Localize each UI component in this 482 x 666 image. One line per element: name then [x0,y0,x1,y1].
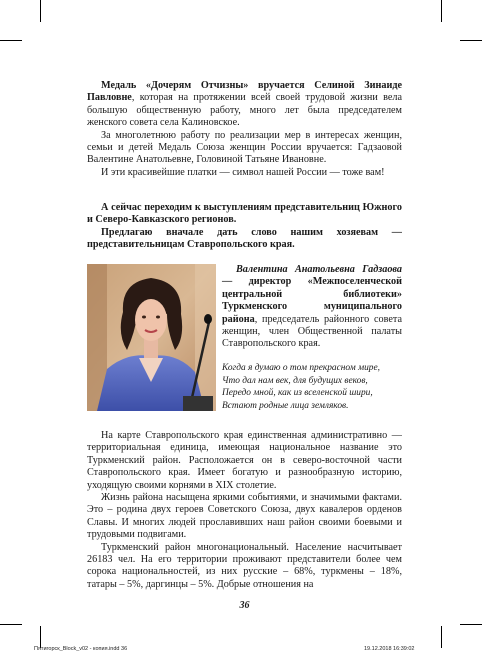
speaker-bio [222,264,402,351]
speaker-title: — директор «Межпоселенческой центральной библиотеки» Туркменского муниципального района [222,276,402,325]
poem-line: Передо мной, как из вселенской шири, [222,388,373,399]
poem-line: Встают родные лица земляков. [222,400,349,411]
crop-mark [0,624,22,625]
crop-mark [460,624,482,625]
medal-text: , которая на протяжении всей своей трудовой жизни вела большую общественную работу, много лет была председателем женского совета села Калиновское. [87,92,402,129]
award-paragraph: За многолетнюю работу по реализации мер в интересах женщин, семьи и детей Медаль Союза женщин России вручается: Гадзаовой Валентине Анатольевне, Головиной Татьяне Ивановне. [87,129,402,166]
intro-section [87,80,402,179]
speaker-positions: , председатель районного совета женщин, член Общественной палаты Ставропольского края. [222,313,402,350]
transition-paragraph: А сейчас переходим к выступлениям представительниц Южного и Северо-Кавказского регионов. [87,202,402,226]
poem-line: Когда я думаю о том прекрасном мире, [222,363,380,373]
events-paragraph: Жизнь района насыщена яркими событиями, и значимыми фактами. Это – родина двух героев Советского Союза, двух кавалеров орденов Славы. И многих людей прославивших наш район своими боевыми и трудовыми подвигами. [87,492,402,541]
crop-mark [441,626,442,648]
scarves-paragraph: И эти красивейшие платки — символ нашей России — тоже вам! [101,166,385,178]
population-paragraph: Туркменский район многонациональный. Население насчитывает 26183 чел. На его территории проживают представители более чем сорока национальностей, из них русские – 68%, туркмены – 18%, татары – 5%, даргинцы – 5%. Добрые отношения на [87,541,402,590]
page-number: 36 [239,600,250,611]
crop-mark [0,40,22,41]
crop-mark [441,0,442,22]
poem-line: Что дал нам век, для будущих веков, [222,375,368,386]
speech-section [87,430,402,591]
transition-section [87,202,402,252]
crop-mark [460,40,482,41]
medal-name: Медаль «Дочерям Отчизны» вручается Селиной Зинаиде Павловне [87,80,402,104]
speaker-name: Валентина Анатольевна Гадзаова [236,264,402,275]
map-paragraph: На карте Ставропольского края единственная административно — территориальная единица, имеющая национальное название это Туркменский район. Расположается он в северо-восточной части Ставропольского края. Имеет богатую и разнообразную историю, уходящую своими корнями в XIX столетие. [87,430,402,491]
poem-epigraph [222,362,402,412]
medal-paragraph [87,80,402,130]
speaker-photo [87,264,216,411]
invitation-paragraph: Предлагаю вначале дать слово нашим хозяевам — представительницам Ставропольского края. [87,226,402,251]
print-slug-date: 19.12.2018 16:39:02 [364,646,415,652]
crop-mark [40,626,41,648]
crop-mark [40,0,41,22]
print-slug-file: Пятигорск_Block_v02 - копия.indd 36 [34,646,128,652]
